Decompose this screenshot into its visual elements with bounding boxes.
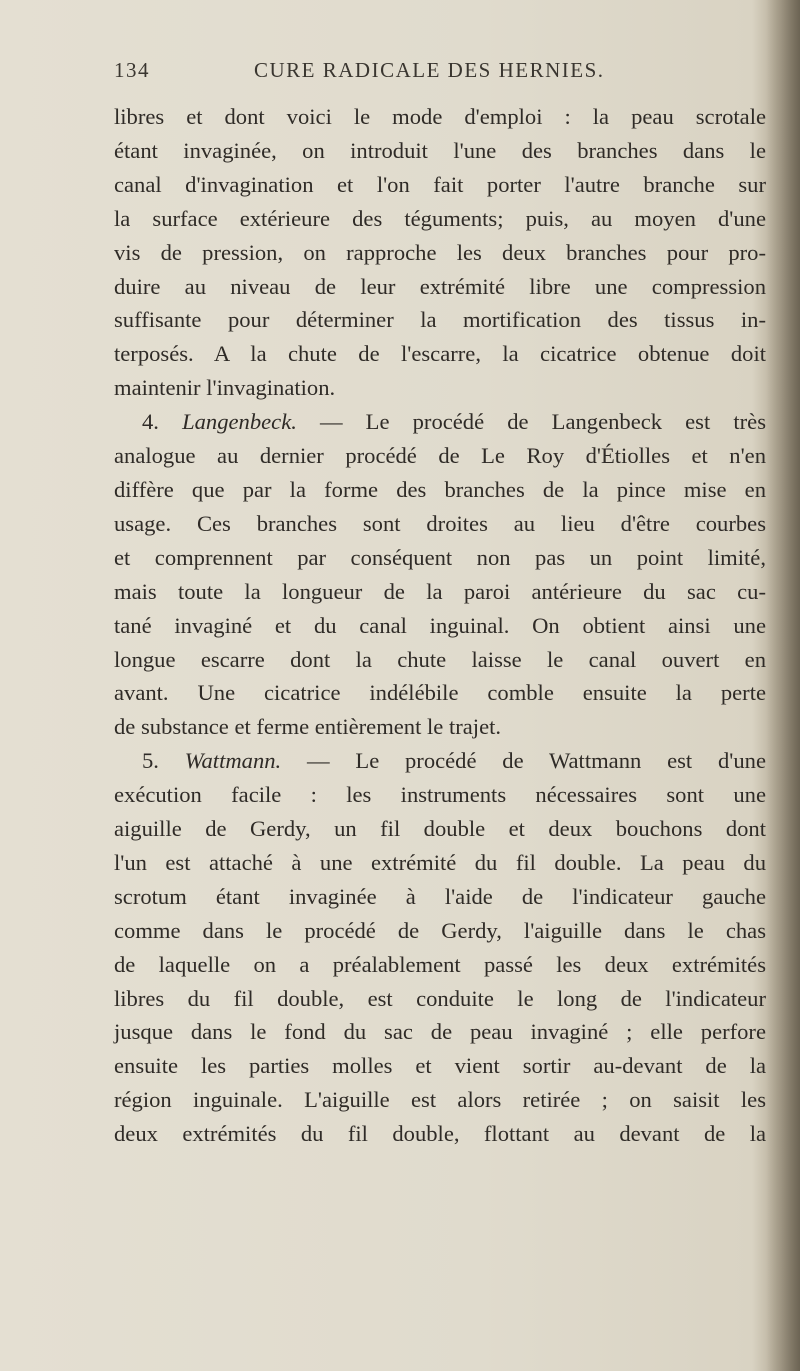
text-line: étant invaginée, on introduit l'une des branches dans le (114, 137, 766, 163)
section-name: Langenbeck. (182, 409, 297, 435)
text-line: l'un est attaché à une extrémité du fil double. La peau du (114, 849, 766, 875)
text-line: aiguille de Gerdy, un fil double et deux bouchons dont (114, 816, 766, 842)
text-line: deux extrémités du fil double, flottant au devant de la (114, 1121, 766, 1147)
text-line: terposés. A la chute de l'escarre, la cicatrice obtenue doit (114, 341, 766, 367)
section-5-first-line (114, 744, 766, 778)
text-line: diffère que par la forme des branches de la pince mise en (114, 476, 766, 502)
text-line: région inguinale. L'aiguille est alors retirée ; on saisit les (114, 1087, 766, 1113)
section-name: Wattmann. (184, 748, 282, 774)
text-line: comme dans le procédé de Gerdy, l'aiguille dans le chas (114, 917, 766, 943)
text-line: libres du fil double, est conduite le long de l'indicateur (114, 985, 766, 1011)
running-title: CURE RADICALE DES HERNIES. (254, 58, 605, 82)
text-line: analogue au dernier procédé de Le Roy d'Étiolles et n'en (114, 443, 766, 469)
body-text (114, 100, 766, 1151)
section-number: 4. (142, 409, 159, 435)
page-edge-shadow (766, 0, 800, 1371)
text-line: la surface extérieure des téguments; puis, au moyen d'une (114, 205, 766, 231)
text-line: de substance et ferme entièrement le trajet. (114, 714, 502, 740)
text-line: tané invaginé et du canal inguinal. On obtient ainsi une (114, 612, 766, 638)
section-number: 5. (142, 748, 159, 774)
text-line: vis de pression, on rapproche les deux branches pour pro- (114, 239, 766, 265)
text-line: usage. Ces branches sont droites au lieu d'être courbes (114, 510, 766, 536)
section-first-line-text: — Le procédé de Langenbeck est très (319, 409, 766, 435)
text-line: duire au niveau de leur extrémité libre une compression (114, 273, 766, 299)
text-line: scrotum étant invaginée à l'aide de l'indicateur gauche (114, 883, 766, 909)
text-line: ensuite les parties molles et vient sortir au-devant de la (114, 1053, 766, 1079)
text-line: exécution facile : les instruments nécessaires sont une (114, 782, 766, 808)
text-line: et comprennent par conséquent non pas un point limité, (114, 544, 766, 570)
page-number: 134 (114, 58, 150, 82)
text-line: maintenir l'invagination. (114, 375, 336, 401)
text-line: longue escarre dont la chute laisse le canal ouvert en (114, 646, 766, 672)
section-first-line-text: — Le procédé de Wattmann est d'une (307, 748, 766, 774)
text-line: avant. Une cicatrice indélébile comble ensuite la perte (114, 680, 766, 706)
text-line: jusque dans le fond du sac de peau invaginé ; elle perfore (114, 1019, 766, 1045)
section-4-first-line (114, 405, 766, 439)
page-header (114, 58, 764, 90)
text-line: canal d'invagination et l'on fait porter l'autre branche sur (114, 171, 766, 197)
text-line: libres et dont voici le mode d'emploi : la peau scrotale (114, 104, 766, 129)
text-line: suffisante pour déterminer la mortification des tissus in- (114, 307, 766, 333)
text-line: mais toute la longueur de la paroi antérieure du sac cu- (114, 578, 766, 604)
text-line: de laquelle on a préalablement passé les deux extrémités (114, 951, 766, 977)
